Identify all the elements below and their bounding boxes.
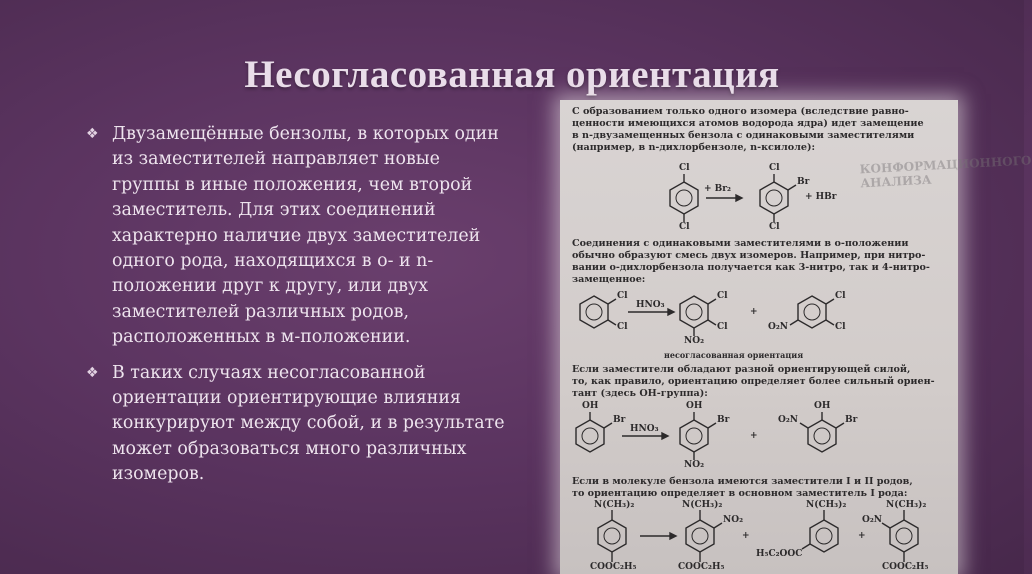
figure-caption: несогласованная ориентация — [664, 350, 804, 360]
book-line: (например, в n-дихлорбензоле, n-ксилоле): — [572, 142, 816, 153]
group-label: COOC₂H₅ — [882, 562, 929, 572]
group-label: COOC₂H₅ — [678, 562, 725, 572]
book-line: в n-двузамещенных бензола с одинаковыми заместителями — [572, 130, 915, 141]
atom-label: Br — [845, 415, 858, 425]
group-label: OH — [686, 401, 703, 411]
plus-label: + — [858, 531, 866, 541]
atom-label: Cl — [835, 322, 846, 332]
book-line: С образованием только одного изомера (вследствие равно- — [572, 106, 909, 117]
diamond-bullet-icon: ❖ — [86, 126, 99, 142]
atom-label: Cl — [617, 291, 628, 301]
group-label: COOC₂H₅ — [590, 562, 637, 572]
group-label: NO₂ — [723, 515, 744, 525]
atom-label: Br — [717, 415, 730, 425]
bleed-through-text: КОНФОРМАЦИОННОГО АНАЛИЗА — [859, 153, 1032, 191]
atom-label: Cl — [835, 291, 846, 301]
book-line: то ориентацию определяет в основном заместитель I рода: — [572, 488, 908, 499]
group-label: OH — [814, 401, 831, 411]
atom-label: Cl — [679, 222, 690, 232]
plus-label: + — [750, 307, 758, 317]
reagent-label: HNO₃ — [636, 300, 665, 310]
group-label: O₂N — [778, 415, 799, 425]
atom-label: Cl — [717, 291, 728, 301]
group-label: H₅C₂OOC — [756, 549, 803, 559]
atom-label: Br — [613, 415, 626, 425]
book-line: тант (здесь ОН-группа): — [572, 388, 708, 399]
atom-label: Cl — [769, 222, 780, 232]
group-label: N(CH₃)₂ — [594, 500, 635, 510]
diamond-bullet-icon: ❖ — [86, 364, 99, 381]
book-line: ценности имеющихся атомов водорода ядра) идет замещение — [572, 118, 924, 129]
book-line: Соединения с одинаковыми заместителями в о-положении — [572, 238, 909, 249]
group-label: O₂N — [862, 515, 883, 525]
book-line: то, как правило, ориентацию определяет более сильный ориен- — [572, 376, 935, 387]
group-label: O₂N — [768, 322, 789, 332]
bullet-item — [86, 361, 506, 488]
atom-label: Cl — [679, 163, 690, 173]
plus-label: + — [750, 431, 758, 441]
atom-label: Cl — [717, 322, 728, 332]
textbook-page-photo — [560, 100, 1032, 574]
group-label: OH — [582, 401, 599, 411]
book-line: Если заместители обладают разной ориентирующей силой, — [572, 364, 911, 375]
group-label: N(CH₃)₂ — [682, 500, 723, 510]
bullet-item — [86, 122, 506, 351]
group-label: N(CH₃)₂ — [806, 500, 847, 510]
bullet-text: В таких случаях несогласованной ориентации ориентирующие влияния конкурируют между собой, и в результате может образоваться много различных изомеров. — [112, 362, 505, 485]
slide-title: Несогласованная ориентация — [244, 53, 780, 96]
reagent-label: HNO₃ — [630, 424, 659, 434]
group-label: N(CH₃)₂ — [886, 500, 927, 510]
atom-label: Cl — [769, 163, 780, 173]
book-line: замещенное: — [572, 274, 646, 285]
byproduct-label: + HBr — [805, 192, 837, 202]
reagent-label: + Br₂ — [704, 184, 731, 194]
bullet-list — [86, 122, 506, 498]
book-line: вании о-дихлорбензола получается как 3-нитро, так и 4-нитро- — [572, 262, 930, 273]
bullet-text: Двузамещённые бензолы, в которых один из заместителей направляет новые группы в иные положения, чем второй заместитель. Для этих соединений характерно наличие двух заместителей одного рода, находящихся в о- и n-положении друг к другу, или двух заместителей различных родов, расположенных в м-положении. — [112, 124, 499, 348]
book-line: Если в молекуле бензола имеются заместители I и II родов, — [572, 476, 913, 487]
atom-label: Br — [797, 177, 810, 187]
group-label: NO₂ — [684, 336, 705, 346]
plus-label: + — [742, 531, 750, 541]
atom-label: Cl — [617, 322, 628, 332]
group-label: NO₂ — [684, 460, 705, 470]
book-line: обычно образуют смесь двух изомеров. Например, при нитро- — [572, 250, 926, 261]
